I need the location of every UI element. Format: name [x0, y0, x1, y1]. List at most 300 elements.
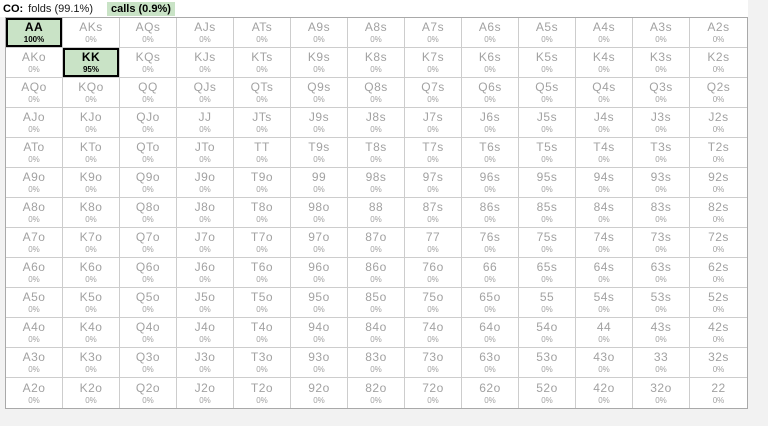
- hand-label: Q6o: [135, 260, 161, 274]
- hand-percent: 0%: [655, 305, 667, 314]
- hand-label: Q6s: [478, 80, 502, 94]
- hand-cell[interactable]: [462, 258, 519, 288]
- hand-cell[interactable]: [234, 48, 291, 78]
- hand-percent: 0%: [142, 65, 154, 74]
- hand-label: KTs: [251, 50, 273, 64]
- hand-cell[interactable]: [633, 348, 690, 378]
- hand-cell[interactable]: [348, 78, 405, 108]
- hand-cell[interactable]: [291, 258, 348, 288]
- hand-percent: 0%: [313, 35, 325, 44]
- hand-cell[interactable]: [576, 378, 633, 408]
- hand-cell[interactable]: [291, 78, 348, 108]
- hand-percent: 0%: [199, 155, 211, 164]
- hand-percent: 0%: [142, 365, 154, 374]
- hand-cell[interactable]: [6, 18, 63, 48]
- hand-cell[interactable]: [63, 108, 120, 138]
- hand-cell[interactable]: [291, 198, 348, 228]
- hand-percent: 0%: [28, 395, 40, 405]
- hand-cell[interactable]: [519, 78, 576, 108]
- hand-cell[interactable]: [6, 48, 63, 78]
- hand-label: K5s: [535, 50, 559, 64]
- hand-cell[interactable]: [291, 228, 348, 258]
- hand-percent: 0%: [598, 215, 610, 224]
- hand-cell[interactable]: [63, 258, 120, 288]
- hand-cell[interactable]: [633, 378, 690, 408]
- hand-cell[interactable]: [462, 78, 519, 108]
- hand-cell[interactable]: [348, 348, 405, 378]
- hand-label: Q9o: [135, 170, 161, 184]
- hand-percent: 0%: [142, 305, 154, 314]
- hand-label: J3s: [650, 110, 672, 124]
- hand-cell[interactable]: [6, 258, 63, 288]
- hand-cell[interactable]: [405, 348, 462, 378]
- hand-cell[interactable]: [405, 198, 462, 228]
- hand-label: A5o: [22, 290, 46, 304]
- hand-percent: 0%: [484, 35, 496, 44]
- hand-cell[interactable]: [6, 348, 63, 378]
- hand-cell[interactable]: [348, 318, 405, 348]
- hand-cell[interactable]: [519, 378, 576, 408]
- hand-label: K5o: [79, 290, 103, 304]
- hand-percent: 0%: [541, 245, 553, 254]
- hand-label: 97o: [308, 230, 330, 244]
- hand-cell[interactable]: [690, 168, 747, 198]
- hand-cell[interactable]: [405, 258, 462, 288]
- folds-stat[interactable]: folds (99.1%): [28, 2, 93, 15]
- hand-cell[interactable]: [6, 198, 63, 228]
- hand-label: 43s: [650, 320, 672, 334]
- hand-label: 87s: [422, 200, 444, 214]
- hand-cell[interactable]: [291, 318, 348, 348]
- hand-label: J9s: [308, 110, 330, 124]
- hand-cell[interactable]: [576, 228, 633, 258]
- hand-label: 72s: [708, 230, 729, 244]
- hand-percent: 0%: [598, 35, 610, 44]
- hand-cell[interactable]: [177, 318, 234, 348]
- hand-label: Q3o: [135, 350, 161, 364]
- hand-cell[interactable]: [63, 318, 120, 348]
- hand-label: 52s: [708, 290, 729, 304]
- hand-percent: 0%: [655, 365, 667, 374]
- hand-cell[interactable]: [405, 378, 462, 408]
- hand-cell[interactable]: [576, 348, 633, 378]
- hand-cell[interactable]: [177, 348, 234, 378]
- hand-cell[interactable]: [576, 198, 633, 228]
- hand-cell[interactable]: [633, 48, 690, 78]
- hand-cell[interactable]: [6, 168, 63, 198]
- hand-cell[interactable]: [291, 348, 348, 378]
- hand-cell[interactable]: [690, 78, 747, 108]
- hand-label: JJ: [198, 110, 212, 124]
- hand-cell[interactable]: [348, 18, 405, 48]
- hand-cell[interactable]: [234, 378, 291, 408]
- hand-cell[interactable]: [348, 228, 405, 258]
- hand-label: ATs: [251, 20, 273, 34]
- hand-label: A4o: [22, 320, 46, 334]
- hand-cell[interactable]: [6, 138, 63, 168]
- hand-label: JTo: [194, 140, 216, 154]
- hand-cell[interactable]: [120, 108, 177, 138]
- hand-cell[interactable]: [405, 288, 462, 318]
- hand-cell[interactable]: [120, 228, 177, 258]
- hand-cell[interactable]: [234, 108, 291, 138]
- hand-cell[interactable]: [63, 48, 120, 78]
- hand-label: T3o: [250, 350, 274, 364]
- hand-percent: 0%: [256, 95, 268, 104]
- hand-percent: 0%: [313, 95, 325, 104]
- hand-cell[interactable]: [234, 78, 291, 108]
- hand-percent: 0%: [712, 125, 725, 134]
- hand-cell[interactable]: [63, 138, 120, 168]
- hand-cell[interactable]: [291, 378, 348, 408]
- hand-label: A9o: [22, 170, 46, 184]
- hand-cell[interactable]: [519, 258, 576, 288]
- hand-label: Q8o: [135, 200, 161, 214]
- hand-cell[interactable]: [462, 318, 519, 348]
- hand-label: 98s: [365, 170, 387, 184]
- hand-cell[interactable]: [6, 288, 63, 318]
- hand-cell[interactable]: [120, 198, 177, 228]
- hand-cell[interactable]: [405, 48, 462, 78]
- hand-cell[interactable]: [462, 228, 519, 258]
- hand-cell[interactable]: [291, 48, 348, 78]
- hand-cell[interactable]: [6, 78, 63, 108]
- hand-cell[interactable]: [120, 288, 177, 318]
- hand-label: T7o: [250, 230, 274, 244]
- hand-label: 62s: [708, 260, 729, 274]
- hand-cell[interactable]: [576, 18, 633, 48]
- hand-cell[interactable]: [177, 18, 234, 48]
- hand-percent: 0%: [370, 65, 382, 74]
- hand-cell[interactable]: [120, 168, 177, 198]
- hand-cell[interactable]: [405, 138, 462, 168]
- hand-cell[interactable]: [576, 48, 633, 78]
- hand-percent: 0%: [85, 245, 97, 254]
- hand-label: KTo: [79, 140, 103, 154]
- hand-percent: 0%: [598, 335, 610, 344]
- hand-cell[interactable]: [690, 18, 747, 48]
- hand-percent: 0%: [313, 125, 325, 134]
- hand-cell[interactable]: [348, 378, 405, 408]
- hand-cell[interactable]: [690, 198, 747, 228]
- hand-cell[interactable]: [405, 18, 462, 48]
- hand-cell[interactable]: [234, 168, 291, 198]
- hand-cell[interactable]: [405, 228, 462, 258]
- hand-cell[interactable]: [519, 288, 576, 318]
- hand-cell[interactable]: [462, 138, 519, 168]
- hand-label: 43o: [593, 350, 615, 364]
- hand-cell[interactable]: [177, 228, 234, 258]
- hand-percent: 0%: [142, 95, 154, 104]
- hand-percent: 0%: [484, 275, 496, 284]
- hand-cell[interactable]: [576, 318, 633, 348]
- hand-label: J4o: [194, 320, 216, 334]
- hand-cell[interactable]: [177, 258, 234, 288]
- hand-percent: 0%: [28, 275, 40, 284]
- hand-label: J5s: [536, 110, 558, 124]
- hand-cell[interactable]: [462, 378, 519, 408]
- hand-percent: 0%: [712, 185, 725, 194]
- hand-label: J7o: [194, 230, 216, 244]
- range-grid: [5, 17, 748, 409]
- hand-cell[interactable]: [690, 228, 747, 258]
- hand-cell[interactable]: [462, 18, 519, 48]
- hand-cell[interactable]: [633, 168, 690, 198]
- hand-percent: 0%: [313, 395, 325, 405]
- hand-label: TT: [254, 140, 270, 154]
- hand-cell[interactable]: [120, 78, 177, 108]
- hand-label: K3s: [649, 50, 673, 64]
- hand-cell[interactable]: [120, 18, 177, 48]
- hand-label: AJs: [194, 20, 216, 34]
- hand-cell[interactable]: [291, 108, 348, 138]
- hand-cell[interactable]: [348, 108, 405, 138]
- hand-cell[interactable]: [690, 48, 747, 78]
- hand-label: J8s: [365, 110, 387, 124]
- hand-cell[interactable]: [291, 138, 348, 168]
- hand-label: 96s: [479, 170, 501, 184]
- hand-percent: 0%: [541, 95, 553, 104]
- hand-percent: 0%: [142, 395, 154, 405]
- hand-cell[interactable]: [63, 288, 120, 318]
- hand-cell[interactable]: [63, 168, 120, 198]
- hand-label: J7s: [422, 110, 444, 124]
- hand-label: JTs: [252, 110, 272, 124]
- hand-label: 99: [311, 170, 327, 184]
- hand-cell[interactable]: [120, 48, 177, 78]
- hand-cell[interactable]: [462, 348, 519, 378]
- hand-percent: 0%: [370, 365, 382, 374]
- hand-percent: 0%: [142, 245, 154, 254]
- hand-cell[interactable]: [120, 138, 177, 168]
- hand-cell[interactable]: [576, 258, 633, 288]
- hand-percent: 0%: [85, 155, 97, 164]
- hand-cell[interactable]: [234, 138, 291, 168]
- hand-label: 94o: [308, 320, 330, 334]
- hand-label: Q9s: [307, 80, 331, 94]
- hand-percent: 0%: [370, 395, 382, 405]
- hand-cell[interactable]: [690, 258, 747, 288]
- hand-cell[interactable]: [633, 78, 690, 108]
- hand-cell[interactable]: [519, 138, 576, 168]
- hand-label: 98o: [308, 200, 330, 214]
- hand-cell[interactable]: [633, 108, 690, 138]
- hand-percent: 0%: [712, 305, 725, 314]
- hand-cell[interactable]: [234, 288, 291, 318]
- hand-cell[interactable]: [177, 48, 234, 78]
- hand-cell[interactable]: [234, 228, 291, 258]
- hand-percent: 0%: [85, 125, 97, 134]
- hand-cell[interactable]: [519, 228, 576, 258]
- hand-cell[interactable]: [6, 378, 63, 408]
- hand-percent: 0%: [370, 215, 382, 224]
- hand-percent: 0%: [256, 215, 268, 224]
- hand-cell[interactable]: [576, 108, 633, 138]
- hand-cell[interactable]: [177, 288, 234, 318]
- hand-cell[interactable]: [234, 198, 291, 228]
- hand-label: AKs: [79, 20, 103, 34]
- hand-percent: 0%: [142, 125, 154, 134]
- hand-cell[interactable]: [519, 108, 576, 138]
- hand-cell[interactable]: [519, 348, 576, 378]
- hand-cell[interactable]: [405, 318, 462, 348]
- hand-label: 32s: [708, 350, 729, 364]
- hand-cell[interactable]: [177, 138, 234, 168]
- hand-cell[interactable]: [462, 168, 519, 198]
- hand-label: A8o: [22, 200, 46, 214]
- calls-stat[interactable]: calls (0.9%): [107, 2, 175, 16]
- hand-label: K9o: [79, 170, 103, 184]
- hand-cell[interactable]: [519, 48, 576, 78]
- hand-label: 92s: [708, 170, 729, 184]
- hand-cell[interactable]: [234, 258, 291, 288]
- hand-label: T4o: [250, 320, 274, 334]
- hand-percent: 0%: [85, 365, 97, 374]
- hand-cell[interactable]: [63, 18, 120, 48]
- hand-label: QJo: [136, 110, 160, 124]
- hand-percent: 0%: [199, 245, 211, 254]
- hand-percent: 0%: [256, 305, 268, 314]
- hand-label: 85o: [365, 290, 387, 304]
- hand-cell[interactable]: [120, 378, 177, 408]
- hand-label: 87o: [365, 230, 387, 244]
- hand-cell[interactable]: [234, 18, 291, 48]
- hand-label: 64o: [479, 320, 501, 334]
- hand-cell[interactable]: [63, 78, 120, 108]
- hand-cell[interactable]: [690, 318, 747, 348]
- hand-cell[interactable]: [519, 18, 576, 48]
- hand-percent: 0%: [370, 155, 382, 164]
- hand-cell[interactable]: [348, 258, 405, 288]
- hand-cell[interactable]: [690, 348, 747, 378]
- hand-label: T8s: [365, 140, 387, 154]
- hand-cell[interactable]: [177, 168, 234, 198]
- hand-percent: 0%: [712, 275, 725, 284]
- hand-percent: 0%: [256, 395, 268, 405]
- hand-label: KK: [81, 50, 101, 64]
- hand-cell[interactable]: [633, 228, 690, 258]
- hand-cell[interactable]: [177, 198, 234, 228]
- hand-percent: 0%: [541, 365, 553, 374]
- hand-cell[interactable]: [690, 138, 747, 168]
- hand-label: 73o: [422, 350, 444, 364]
- hand-percent: 0%: [313, 365, 325, 374]
- hand-percent: 0%: [484, 185, 496, 194]
- hand-percent: 0%: [655, 125, 667, 134]
- hand-cell[interactable]: [633, 198, 690, 228]
- hand-cell[interactable]: [120, 318, 177, 348]
- hand-percent: 0%: [655, 395, 667, 405]
- hand-label: 97s: [422, 170, 444, 184]
- hand-percent: 0%: [199, 125, 211, 134]
- hand-label: 85s: [536, 200, 558, 214]
- hand-percent: 0%: [427, 65, 439, 74]
- hand-percent: 0%: [712, 35, 725, 44]
- hand-cell[interactable]: [348, 138, 405, 168]
- hand-cell[interactable]: [462, 198, 519, 228]
- hand-label: J8o: [194, 200, 216, 214]
- hand-cell[interactable]: [462, 108, 519, 138]
- hand-cell[interactable]: [633, 138, 690, 168]
- hand-cell[interactable]: [63, 378, 120, 408]
- hand-cell[interactable]: [519, 168, 576, 198]
- hand-cell[interactable]: [405, 108, 462, 138]
- hand-cell[interactable]: [576, 288, 633, 318]
- hand-percent: 0%: [655, 335, 667, 344]
- hand-percent: 0%: [712, 95, 725, 104]
- hand-percent: 0%: [313, 305, 325, 314]
- hand-percent: 0%: [199, 35, 211, 44]
- hand-cell[interactable]: [348, 48, 405, 78]
- hand-cell[interactable]: [291, 18, 348, 48]
- hand-label: QJs: [193, 80, 217, 94]
- hand-cell[interactable]: [177, 108, 234, 138]
- hand-label: 53o: [536, 350, 558, 364]
- hand-cell[interactable]: [291, 288, 348, 318]
- hand-percent: 0%: [655, 185, 667, 194]
- hand-cell[interactable]: [120, 348, 177, 378]
- hand-cell[interactable]: [576, 78, 633, 108]
- hand-cell[interactable]: [6, 228, 63, 258]
- hand-cell[interactable]: [576, 138, 633, 168]
- hand-percent: 0%: [598, 275, 610, 284]
- hand-cell[interactable]: [234, 348, 291, 378]
- hand-cell[interactable]: [234, 318, 291, 348]
- hand-cell[interactable]: [291, 168, 348, 198]
- hand-cell[interactable]: [6, 318, 63, 348]
- hand-label: A5s: [535, 20, 559, 34]
- hand-cell[interactable]: [633, 18, 690, 48]
- hand-cell[interactable]: [690, 288, 747, 318]
- hand-cell[interactable]: [576, 168, 633, 198]
- hand-cell[interactable]: [63, 198, 120, 228]
- hand-cell[interactable]: [348, 288, 405, 318]
- hand-label: 54o: [536, 320, 558, 334]
- hand-cell[interactable]: [690, 108, 747, 138]
- hand-cell[interactable]: [633, 258, 690, 288]
- hand-cell[interactable]: [63, 348, 120, 378]
- hand-percent: 0%: [28, 335, 40, 344]
- hand-label: K2o: [79, 380, 103, 395]
- hand-percent: 0%: [541, 305, 553, 314]
- hand-cell[interactable]: [519, 198, 576, 228]
- hand-cell[interactable]: [690, 378, 747, 408]
- hand-percent: 0%: [142, 275, 154, 284]
- hand-label: 83o: [365, 350, 387, 364]
- hand-cell[interactable]: [462, 48, 519, 78]
- hand-percent: 0%: [655, 215, 667, 224]
- hand-cell[interactable]: [177, 378, 234, 408]
- hand-cell[interactable]: [348, 198, 405, 228]
- hand-cell[interactable]: [405, 78, 462, 108]
- hand-label: K4o: [79, 320, 103, 334]
- hand-cell[interactable]: [120, 258, 177, 288]
- hand-percent: 0%: [85, 95, 97, 104]
- hand-cell[interactable]: [348, 168, 405, 198]
- hand-label: 44: [596, 320, 612, 334]
- hand-percent: 0%: [199, 305, 211, 314]
- hand-cell[interactable]: [519, 318, 576, 348]
- hand-cell[interactable]: [6, 108, 63, 138]
- hand-cell[interactable]: [405, 168, 462, 198]
- hand-label: 75s: [536, 230, 558, 244]
- hand-cell[interactable]: [63, 228, 120, 258]
- hand-cell[interactable]: [633, 288, 690, 318]
- hand-cell[interactable]: [462, 288, 519, 318]
- hand-cell[interactable]: [177, 78, 234, 108]
- hand-label: 83s: [650, 200, 672, 214]
- hand-cell[interactable]: [633, 318, 690, 348]
